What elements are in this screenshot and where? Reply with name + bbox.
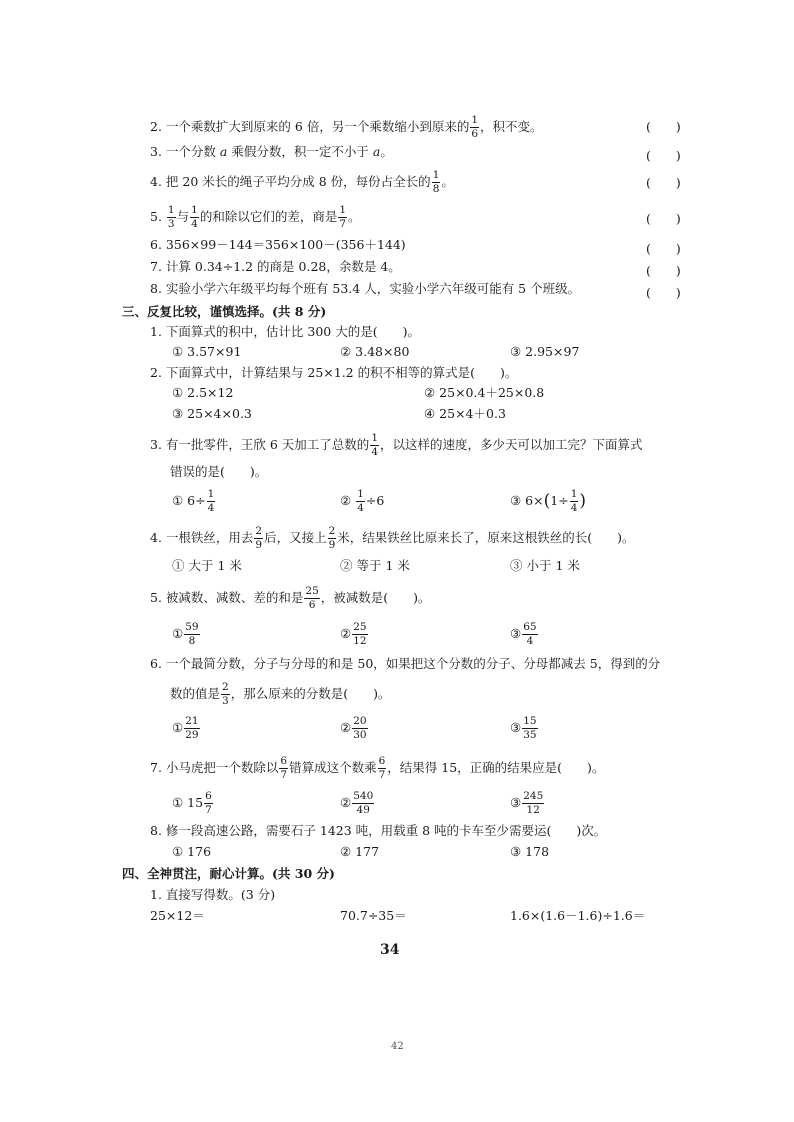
- text-fragment: ②: [340, 493, 352, 509]
- fraction: [378, 756, 387, 781]
- q3-8-option-2[interactable]: ② 177: [340, 844, 380, 859]
- fraction-numerator: 20: [352, 716, 367, 729]
- text-fragment: 356×99－144＝356×100－(356＋144): [165, 237, 406, 252]
- fraction: [338, 205, 347, 230]
- q4-1-expr-2[interactable]: 70.7÷35＝: [340, 908, 407, 923]
- fraction: [570, 489, 579, 514]
- fraction: [207, 489, 216, 514]
- q3-2-option-2[interactable]: ② 25×0.4＋25×0.8: [424, 385, 545, 400]
- fraction-denominator: 3: [222, 695, 229, 708]
- fraction-numerator: 1: [356, 489, 365, 502]
- text-fragment: ÷6: [365, 493, 385, 509]
- text-fragment: ，被减数是( )。: [320, 590, 431, 606]
- fraction-numerator: 6: [204, 791, 213, 804]
- fraction-numerator: 1: [190, 205, 199, 218]
- fraction-denominator: 8: [432, 183, 440, 196]
- text-fragment: 5. 被减数、减数、差的和是: [150, 590, 304, 606]
- fraction: [522, 622, 537, 647]
- text-fragment: ②: [340, 720, 352, 736]
- fraction-denominator: 12: [526, 804, 540, 817]
- fraction: [370, 433, 379, 458]
- text-fragment: ③ 6×: [510, 493, 544, 509]
- fraction-denominator: 4: [371, 446, 378, 459]
- fraction: [304, 586, 319, 611]
- text-fragment: 计算 0.34÷1.2 的商是 0.28，余数是 4。: [165, 259, 401, 274]
- q3-5-option-1[interactable]: [172, 622, 201, 647]
- fraction-denominator: 4: [570, 502, 578, 515]
- fraction-denominator: 7: [280, 769, 288, 782]
- text-fragment: 7.: [150, 259, 162, 274]
- fraction-denominator: 49: [356, 804, 370, 817]
- q3-2-option-1[interactable]: ① 2.5×12: [172, 385, 234, 400]
- judge-item-7: [150, 261, 401, 274]
- text-fragment: 米，结果铁丝比原来长了，原来这根铁丝的长( )。: [337, 530, 635, 546]
- text-fragment: 。: [380, 144, 393, 159]
- text-fragment: 与: [176, 209, 190, 225]
- q3-6-option-2[interactable]: [340, 716, 369, 741]
- q3-6-stem: 6. 一个最简分数，分子与分母的和是 50，如果把这个分数的分子、分母都减去 5，得到的分: [150, 656, 661, 671]
- text-fragment: 4. 一根铁丝，用去: [150, 530, 254, 546]
- q3-1-option-3[interactable]: ③ 2.95×97: [510, 344, 580, 359]
- fraction-numerator: 2: [254, 526, 263, 539]
- text-fragment: 5.: [150, 209, 162, 225]
- q3-3-stem: [150, 433, 643, 458]
- text-fragment: 。: [441, 174, 454, 190]
- text-fragment: 数的值是: [170, 686, 221, 702]
- fraction-denominator: 6: [471, 128, 479, 141]
- fraction-numerator: 1: [570, 489, 579, 502]
- fraction: [328, 526, 337, 551]
- fraction-numerator: 59: [184, 622, 199, 635]
- variable: a: [372, 144, 381, 159]
- fraction: [522, 716, 537, 741]
- text-fragment: ，结果得 15，正确的结果应是( )。: [387, 760, 605, 776]
- fraction-denominator: 35: [523, 729, 537, 742]
- fraction-numerator: 540: [352, 791, 374, 804]
- q3-1-stem: 1. 下面算式的积中，估计比 300 大的是( )。: [150, 324, 420, 339]
- text-fragment: 8.: [150, 281, 162, 296]
- q3-3-stem-cont: 错误的是( )。: [170, 464, 268, 479]
- fraction-denominator: 4: [191, 218, 198, 231]
- fraction-numerator: 25: [304, 586, 319, 599]
- fraction: [254, 526, 263, 551]
- text-fragment: ① 15: [172, 795, 204, 811]
- fraction: [167, 205, 176, 230]
- text-fragment: ②: [340, 795, 352, 811]
- section-4-title: 四、全神贯注，耐心计算。(共 30 分): [122, 866, 335, 881]
- fraction-denominator: 9: [255, 539, 263, 552]
- fraction-numerator: 2: [328, 526, 337, 539]
- text-fragment: 错算成这个数乘: [289, 760, 377, 776]
- text-fragment: 的和除以它们的差，商是: [199, 209, 338, 225]
- fraction: [522, 791, 544, 816]
- section-3-title: 三、反复比较，谨慎选择。(共 8 分): [122, 304, 327, 319]
- text-fragment: ③: [510, 626, 522, 642]
- fraction: [352, 716, 367, 741]
- q4-1-expr-1[interactable]: 25×12＝: [150, 908, 205, 923]
- judge-item-2: 2. 一个乘数扩大到原来的 6 倍，另一个乘数缩小到原来的 $\frac{1}{6}$ ，积不变。: [150, 114, 543, 141]
- fraction-denominator: 4: [207, 502, 215, 515]
- fraction: [352, 622, 367, 647]
- fraction-numerator: 1: [207, 489, 216, 502]
- fraction-numerator: 25: [352, 622, 367, 635]
- q3-8-option-3[interactable]: ③ 178: [510, 844, 550, 859]
- text-fragment: ): [579, 491, 587, 512]
- fraction-numerator: 1: [167, 205, 176, 218]
- fraction-denominator: 30: [353, 729, 367, 742]
- q3-7-stem: [150, 756, 604, 781]
- text-fragment: ①: [172, 720, 184, 736]
- fraction-denominator: 4: [526, 635, 534, 648]
- q3-5-option-3[interactable]: [510, 622, 539, 647]
- q4-1-stem: 1. 直接写得数。(3 分): [150, 887, 276, 902]
- fraction-denominator: 9: [328, 539, 336, 552]
- fraction-numerator: 15: [522, 716, 537, 729]
- fraction: [221, 682, 230, 707]
- fraction-denominator: 29: [185, 729, 199, 742]
- fraction-denominator: 8: [188, 635, 196, 648]
- text-fragment: 7. 小马虎把一个数除以: [150, 760, 279, 776]
- fraction-numerator: 6: [378, 756, 387, 769]
- text-fragment: 1÷: [550, 493, 569, 509]
- text-fragment: 一个分数: [165, 144, 216, 159]
- judge-item-5: [150, 205, 361, 230]
- answer-paren[interactable]: ( ): [646, 285, 681, 300]
- q3-3-option-2[interactable]: [340, 489, 384, 514]
- fraction-numerator: 21: [184, 716, 199, 729]
- footer-number: 42: [391, 1041, 404, 1052]
- text-fragment: 3.: [150, 144, 162, 159]
- q3-4-option-2[interactable]: ② 等于 1 米: [340, 558, 410, 573]
- text-fragment: 。: [348, 209, 361, 225]
- fraction-numerator: 1: [470, 115, 479, 128]
- text-fragment: ①: [172, 626, 184, 642]
- text-fragment: ，以这样的速度，多少天可以加工完？下面算式: [380, 437, 643, 453]
- fraction: [352, 791, 374, 816]
- text-fragment: 把 20 米长的绳子平均分成 8 份，每份占全长的: [165, 174, 431, 190]
- q3-4-option-1[interactable]: ① 大于 1 米: [172, 558, 242, 573]
- q3-6-option-3[interactable]: [510, 716, 539, 741]
- fraction-numerator: 1: [370, 433, 379, 446]
- text-fragment: ① 6÷: [172, 493, 206, 509]
- judge-item-8: [150, 283, 580, 296]
- fraction: [204, 791, 213, 816]
- fraction: [184, 716, 199, 741]
- q3-7-option-3[interactable]: [510, 791, 545, 816]
- text-fragment: ②: [340, 626, 352, 642]
- fraction-numerator: 6: [279, 756, 288, 769]
- q3-7-option-2[interactable]: [340, 791, 375, 816]
- fraction-denominator: 7: [339, 218, 347, 231]
- q3-1-option-1[interactable]: ① 3.57×91: [172, 344, 242, 359]
- judge-item-6: [150, 239, 406, 252]
- q3-2-option-4[interactable]: ④ 25×4＋0.3: [424, 406, 506, 421]
- answer-paren[interactable]: ( ): [646, 263, 681, 278]
- fraction: [356, 489, 365, 514]
- q3-5-stem: [150, 586, 431, 611]
- q3-1-option-2[interactable]: ② 3.48×80: [340, 344, 410, 359]
- judge-item-4: [150, 170, 454, 195]
- fraction-denominator: 4: [357, 502, 364, 515]
- text-fragment: ，那么原来的分数是( )。: [230, 686, 391, 702]
- q4-1-expr-3[interactable]: 1.6×(1.6－1.6)÷1.6＝: [510, 908, 646, 923]
- fraction: [470, 115, 479, 140]
- fraction-numerator: 65: [522, 622, 537, 635]
- answer-paren[interactable]: ( ): [646, 119, 681, 134]
- text-fragment: ③: [510, 795, 522, 811]
- q3-2-option-3[interactable]: ③ 25×4×0.3: [172, 406, 252, 421]
- page-number: 34: [380, 942, 400, 958]
- q3-2-stem: 2. 下面算式中，计算结果与 25×1.2 的积不相等的算式是( )。: [150, 365, 518, 380]
- answer-paren[interactable]: ( ): [646, 175, 681, 190]
- fraction-denominator: 3: [167, 218, 175, 231]
- q3-4-stem: [150, 526, 635, 551]
- q3-3-option-1[interactable]: [172, 489, 216, 514]
- text-fragment: 6.: [150, 237, 162, 252]
- text-fragment: 实验小学六年级平均每个班有 53.4 人，实验小学六年级可能有 5 个班级。: [165, 281, 581, 296]
- text-fragment: (: [543, 491, 551, 512]
- q3-6-stem-cont: [170, 682, 390, 707]
- fraction-denominator: 7: [378, 769, 386, 782]
- fraction-denominator: 6: [308, 599, 316, 612]
- fraction-denominator: 12: [353, 635, 367, 648]
- judge-item-3: [150, 146, 393, 159]
- q3-7-option-1[interactable]: [172, 791, 214, 816]
- text-fragment: 后，又接上: [264, 530, 327, 546]
- answer-paren[interactable]: ( ): [646, 148, 681, 163]
- fraction: [432, 170, 441, 195]
- answer-paren[interactable]: ( ): [646, 241, 681, 256]
- q3-3-option-3[interactable]: [510, 489, 586, 514]
- q3-8-stem: 8. 修一段高速公路，需要石子 1423 吨，用载重 8 吨的卡车至少需要运( )次。: [150, 823, 607, 838]
- fraction-denominator: 7: [205, 804, 212, 817]
- fraction-numerator: 245: [522, 791, 544, 804]
- text-fragment: ③: [510, 720, 522, 736]
- q3-6-option-1[interactable]: [172, 716, 201, 741]
- text-fragment: 3. 有一批零件，王欣 6 天加工了总数的: [150, 437, 370, 453]
- text-fragment: 乘假分数，积一定不小于: [231, 144, 369, 159]
- fraction-numerator: 2: [221, 682, 230, 695]
- answer-paren[interactable]: ( ): [646, 211, 681, 226]
- fraction: [190, 205, 199, 230]
- q3-8-option-1[interactable]: ① 176: [172, 844, 212, 859]
- q3-5-option-2[interactable]: [340, 622, 369, 647]
- text-fragment: 4.: [150, 174, 162, 190]
- fraction-numerator: 1: [432, 170, 441, 183]
- variable: a: [219, 144, 228, 159]
- fraction: [279, 756, 288, 781]
- q3-4-option-3[interactable]: ③ 小于 1 米: [510, 558, 580, 573]
- fraction: [184, 622, 199, 647]
- fraction-numerator: 1: [338, 205, 347, 218]
